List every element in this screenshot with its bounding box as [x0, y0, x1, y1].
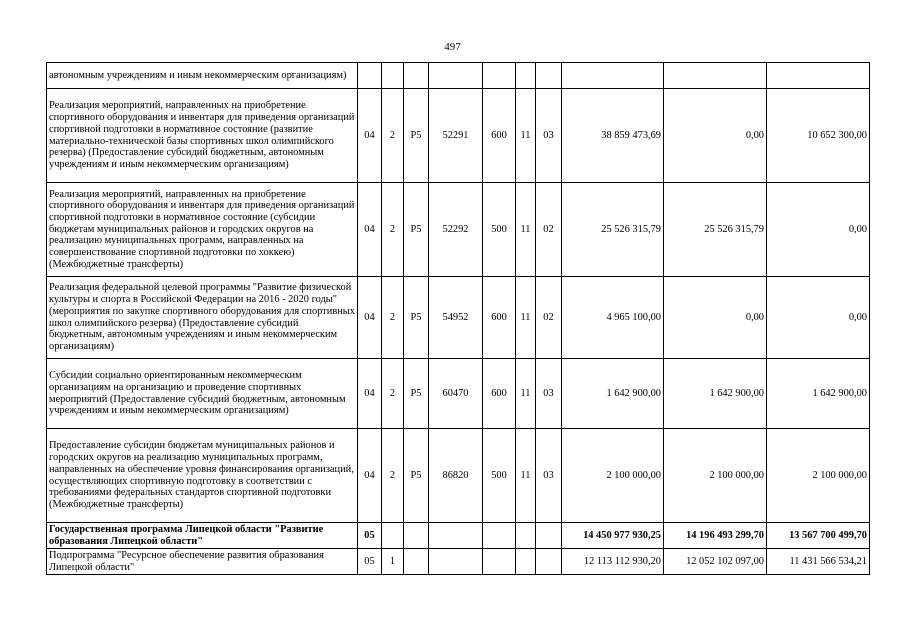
subprogram-code: 2 [382, 429, 404, 523]
program-code: 05 [358, 523, 382, 549]
program-code: 04 [358, 277, 382, 359]
subsection-code: 03 [536, 429, 562, 523]
section-code: 11 [516, 277, 536, 359]
subprogram-code: 2 [382, 359, 404, 429]
amount-year-2: 0,00 [664, 89, 767, 183]
amount-year-3: 1 642 900,00 [767, 359, 870, 429]
page-number: 497 [444, 41, 461, 53]
amount-year-1: 14 450 977 930,25 [562, 523, 664, 549]
table-row [47, 277, 870, 359]
section-code [516, 63, 536, 89]
direction-code [429, 549, 483, 575]
measure-code [404, 549, 429, 575]
amount-year-1: 25 526 315,79 [562, 183, 664, 277]
amount-year-2: 12 052 102 097,00 [664, 549, 767, 575]
amount-year-2 [664, 63, 767, 89]
subprogram-code: 2 [382, 277, 404, 359]
table-row [47, 63, 870, 89]
amount-year-1: 1 642 900,00 [562, 359, 664, 429]
program-code: 05 [358, 549, 382, 575]
expense-type-code: 600 [483, 89, 516, 183]
section-code: 11 [516, 183, 536, 277]
amount-year-1: 12 113 112 930,20 [562, 549, 664, 575]
program-code: 04 [358, 89, 382, 183]
amount-year-2: 14 196 493 299,70 [664, 523, 767, 549]
expense-type-code [483, 549, 516, 575]
amount-year-2: 25 526 315,79 [664, 183, 767, 277]
direction-code: 52291 [429, 89, 483, 183]
subsection-code [536, 523, 562, 549]
amount-year-2: 0,00 [664, 277, 767, 359]
direction-code [429, 523, 483, 549]
budget-table [46, 62, 870, 575]
direction-code: 86820 [429, 429, 483, 523]
amount-year-1: 2 100 000,00 [562, 429, 664, 523]
program-code [358, 63, 382, 89]
subsection-code: 03 [536, 89, 562, 183]
program-code: 04 [358, 359, 382, 429]
measure-code: P5 [404, 359, 429, 429]
expense-type-code [483, 523, 516, 549]
expense-type-code: 600 [483, 277, 516, 359]
section-code [516, 523, 536, 549]
subsection-code [536, 63, 562, 89]
program-code: 04 [358, 183, 382, 277]
subsection-code: 03 [536, 359, 562, 429]
subprogram-code [382, 523, 404, 549]
subprogram-code: 1 [382, 549, 404, 575]
amount-year-3: 2 100 000,00 [767, 429, 870, 523]
amount-year-2: 2 100 000,00 [664, 429, 767, 523]
amount-year-1: 38 859 473,69 [562, 89, 664, 183]
program-code: 04 [358, 429, 382, 523]
table-row [47, 183, 870, 277]
section-code: 11 [516, 89, 536, 183]
row-name: Государственная программа Липецкой области "Развитие образования Липецкой области" [47, 523, 358, 549]
measure-code: P5 [404, 277, 429, 359]
subsection-code [536, 549, 562, 575]
measure-code [404, 523, 429, 549]
direction-code [429, 63, 483, 89]
row-name: Реализация мероприятий, направленных на приобретение спортивного оборудования и инвентаря для приведения организаций спортивной подготовки в нормативное состояние (развитие материально-технической базы спортивных школ олимпийского резерва) (Предоставление субсидий бюджетным, автономным учреждениям и иным некоммерческим организациям) [47, 89, 358, 183]
row-name: автономным учреждениям и иным некоммерческим организациям) [47, 63, 358, 89]
amount-year-3: 10 652 300,00 [767, 89, 870, 183]
row-name: Предоставление субсидии бюджетам муниципальных районов и городских округов на реализацию муниципальных программ, направленных на обеспечение уровня финансирования организаций, осуществляющих спортивную подготовку в соответствии с требованиями федеральных стандартов спортивной подготовки (Межбюджетные трансферты) [47, 429, 358, 523]
amount-year-1: 4 965 100,00 [562, 277, 664, 359]
section-code: 11 [516, 429, 536, 523]
table-row [47, 523, 870, 549]
amount-year-3: 13 567 700 499,70 [767, 523, 870, 549]
expense-type-code: 500 [483, 429, 516, 523]
direction-code: 60470 [429, 359, 483, 429]
row-name: Подпрограмма "Ресурсное обеспечение развития образования Липецкой области" [47, 549, 358, 575]
subprogram-code [382, 63, 404, 89]
amount-year-3: 11 431 566 534,21 [767, 549, 870, 575]
row-name: Реализация федеральной целевой программы "Развитие физической культуры и спорта в Российской Федерации на 2016 - 2020 годы" (мероприятия по закупке спортивного оборудования для спортивных школ олимпийского резерва) (Предоставление субсидий бюджетным, автономным учреждениям и иным некоммерческим организациям) [47, 277, 358, 359]
measure-code [404, 63, 429, 89]
section-code: 11 [516, 359, 536, 429]
amount-year-3: 0,00 [767, 183, 870, 277]
row-name: Субсидии социально ориентированным некоммерческим организациям на организацию и проведение спортивных мероприятий (Предоставление субсидий бюджетным, автономным учреждениям и иным некоммерческим организациям) [47, 359, 358, 429]
measure-code: P5 [404, 89, 429, 183]
direction-code: 54952 [429, 277, 483, 359]
subprogram-code: 2 [382, 89, 404, 183]
table-row [47, 359, 870, 429]
subsection-code: 02 [536, 277, 562, 359]
amount-year-3 [767, 63, 870, 89]
subsection-code: 02 [536, 183, 562, 277]
measure-code: P5 [404, 183, 429, 277]
table-row [47, 429, 870, 523]
table-row [47, 89, 870, 183]
expense-type-code [483, 63, 516, 89]
amount-year-1 [562, 63, 664, 89]
amount-year-2: 1 642 900,00 [664, 359, 767, 429]
subprogram-code: 2 [382, 183, 404, 277]
section-code [516, 549, 536, 575]
amount-year-3: 0,00 [767, 277, 870, 359]
measure-code: P5 [404, 429, 429, 523]
row-name: Реализация мероприятий, направленных на приобретение спортивного оборудования и инвентаря для приведения организаций спортивной подготовки в нормативное состояние (субсидии бюджетам муниципальных районов и городских округов на реализацию муниципальных программ, направленных на совершенствование спортивной подготовки по хоккею) (Межбюджетные трансферты) [47, 183, 358, 277]
direction-code: 52292 [429, 183, 483, 277]
table-row [47, 549, 870, 575]
expense-type-code: 600 [483, 359, 516, 429]
expense-type-code: 500 [483, 183, 516, 277]
